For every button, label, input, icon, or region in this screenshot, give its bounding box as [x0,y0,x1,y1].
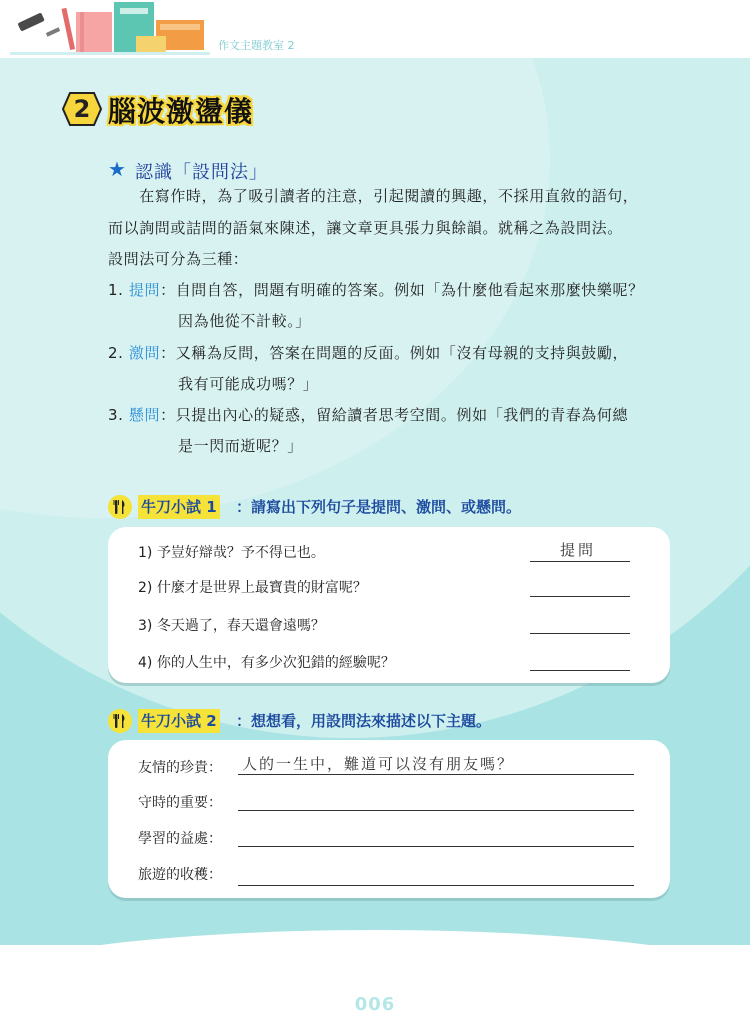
exercise-2-label: 牛刀小試 2 [138,709,220,733]
type-prefix: 1. [108,281,129,299]
intro-line-3: 設問法可分為三種： [108,250,249,268]
exercise-2-instruction: ：想想看，用設問法來描述以下主題。 [236,712,492,730]
exercise-1-header [108,495,608,519]
type-name: 提問 [128,281,161,299]
question-row: 4) 你的人生中，有多少次犯錯的經驗呢？ [138,655,395,671]
topic-answer-line[interactable] [238,846,634,847]
exercise-1-instruction: ：請寫出下列句子是提問、激問、或懸問。 [236,498,522,516]
type-item-1 [108,275,644,305]
header-title: 作文主題教室 2 [218,39,295,52]
topic-label: 旅遊的收穫： [138,867,222,883]
stationery-illustration-icon [10,0,210,62]
type-item-2-cont: 我有可能成功嗎？」 [178,375,319,393]
title-number: 2 [73,95,91,123]
answer-text[interactable]: 提問 [560,541,597,559]
page-number: 006 [354,994,396,1015]
page-header [0,0,750,58]
type-prefix: 2. [108,344,129,362]
type-prefix: 3. [108,406,129,424]
question-row: 3) 冬天過了，春天還會遠嗎？ [138,618,325,634]
type-name: 激問 [128,344,161,362]
type-item-3 [108,400,628,430]
question-row: 2) 什麼才是世界上最寶貴的財富呢？ [138,580,367,596]
answer-line[interactable] [530,596,630,597]
topic-label: 學習的益處： [138,831,222,847]
type-description: ：又稱為反問，答案在問題的反面。例如「沒有母親的支持與鼓勵， [160,344,629,362]
topic-answer-line[interactable] [238,774,634,775]
type-item-3-cont: 是一閃而逝呢？」 [178,437,303,455]
fork-knife-icon [108,495,132,519]
exercise-2-card [108,740,670,898]
topic-label: 守時的重要： [138,795,222,811]
type-item-2 [108,338,628,368]
section-heading: 認識「設問法」 [135,162,268,183]
fork-knife-icon [108,709,132,733]
intro-line-2: 而以詢問或詰問的語氣來陳述，讓文章更具張力與餘韻。就稱之為設問法。 [108,219,623,237]
intro-line-1: 在寫作時，為了吸引讀者的注意，引起閱讀的興趣，不採用直敘的語句， [108,187,639,205]
answer-line[interactable] [530,561,630,562]
topic-answer-line[interactable] [238,885,634,886]
page-title: 腦波激盪儀 [108,95,254,128]
question-row: 1) 予豈好辯哉？予不得已也。 [138,545,325,561]
type-name: 懸問 [128,406,161,424]
type-description: ：自問自答，問題有明確的答案。例如「為什麼他看起來那麼快樂呢？ [160,281,644,299]
topic-label: 友情的珍貴： [138,760,222,776]
exercise-1-card [108,527,670,683]
topic-answer[interactable]: 人的一生中，難道可以沒有朋友嗎？ [242,755,515,773]
answer-line[interactable] [530,670,630,671]
type-item-1-cont: 因為他從不計較。」 [178,312,311,330]
exercise-1-label: 牛刀小試 1 [138,495,220,519]
type-description: ：只提出內心的疑惑，留給讀者思考空間。例如「我們的青春為何總 [160,406,629,424]
answer-line[interactable] [530,633,630,634]
star-icon: ★ [108,157,126,181]
exercise-2-header [108,709,608,733]
topic-answer-line[interactable] [238,810,634,811]
